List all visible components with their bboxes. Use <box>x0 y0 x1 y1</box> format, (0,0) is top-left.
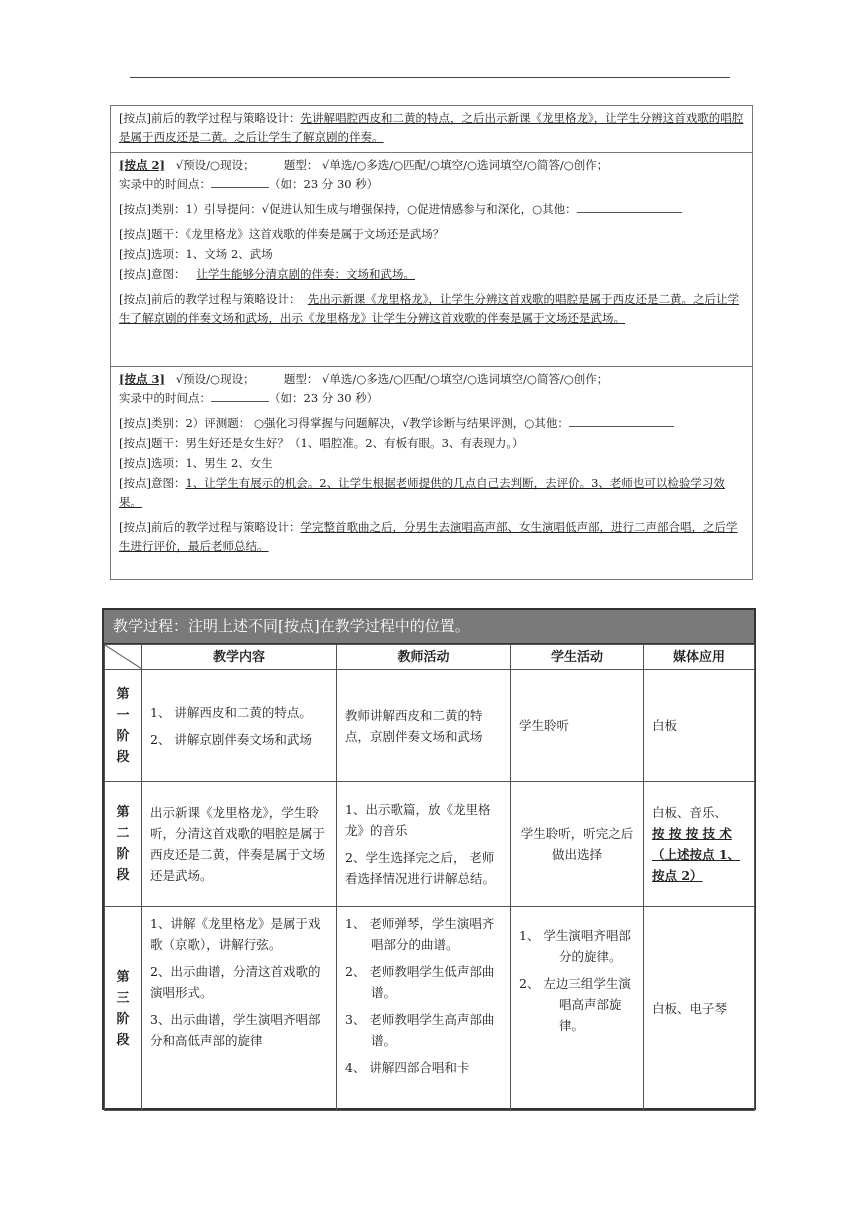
list-item: 1、 学生演唱齐唱部分的旋律。 <box>519 928 631 964</box>
stage1-name: 第 一 阶 段 <box>105 670 142 782</box>
list-item: 2、学生选择完之后， 老师看选择情况进行讲解总结。 <box>345 850 496 886</box>
stage3-content <box>142 907 337 1111</box>
stage3-student <box>511 907 644 1111</box>
point-link[interactable]: 按 按 按 技 术（上述按点 1、按点 2） <box>652 826 741 883</box>
other-blank <box>577 200 682 213</box>
column-header-row <box>105 645 755 670</box>
process-grid <box>104 644 755 1111</box>
point3-types: √单选/○多选/○匹配/○填空/○选词填空/○简答/○创作； <box>322 372 609 386</box>
list-item: 3、出示曲谱，学生演唱齐唱部分和高低声部的旋律 <box>150 1012 321 1048</box>
col-student: 学生活动 <box>511 645 644 670</box>
point2-category: [按点]类别：1）引导提问：√促进认知生成与增强保持，○促进情感参与和深化，○其他： <box>119 200 744 219</box>
point2-time: 实录中的时间点： （如：23 分 30 秒） <box>119 177 379 191</box>
stage3-name: 第 三 阶 段 <box>105 907 142 1111</box>
diagonal-corner-cell <box>105 645 142 670</box>
stage3-row <box>105 907 755 1111</box>
point3-strategy: [按点]前后的教学过程与策略设计：学完整首歌曲之后，分男生去演唱高声部、女生演唱低声部，进行二声部合唱，之后学生进行评价，最后老师总结。 <box>119 520 738 553</box>
point2-header <box>119 156 744 175</box>
point3-time: 实录中的时间点： （如：23 分 30 秒） <box>119 391 379 405</box>
stage2-media: 白板、音乐、 按 按 按 技 术（上述按点 1、按点 2） <box>644 782 755 907</box>
stage3-teacher <box>337 907 511 1111</box>
teaching-process-table <box>102 608 756 1110</box>
list-item: 1、 老师弹琴，学生演唱齐唱部分的曲谱。 <box>345 916 495 952</box>
other-blank <box>569 414 674 427</box>
point1-strategy-box <box>110 105 753 153</box>
stage2-student: 学生聆听，听完之后做出选择 <box>511 782 644 907</box>
col-content: 教学内容 <box>142 645 337 670</box>
stage2-row <box>105 782 755 907</box>
stage1-content <box>142 670 337 782</box>
stage2-content: 出示新课《龙里格龙》，学生聆听，分清这首戏歌的唱腔是属于西皮还是二黄，伴奏是属于文场还是武场。 <box>142 782 337 907</box>
point2-strategy: [按点]前后的教学过程与策略设计： 先出示新课《龙里格龙》，让学生分辨这首戏歌的唱腔是属于西皮还是二黄。之后让学生了解京剧的伴奏文场和武场，出示《龙里格龙》让学生分辨这首戏歌的伴奏是属于文场还是武场。 <box>119 292 740 325</box>
point2-box <box>110 153 753 367</box>
point3-title: [按点 3] <box>119 372 165 386</box>
point1-strategy: [按点]前后的教学过程与策略设计：先讲解唱腔西皮和二黄的特点，之后出示新课《龙里格龙》，让学生分辨这首戏歌的唱腔是属于西皮还是二黄。之后让学生了解京剧的伴奏。 <box>119 111 744 144</box>
stage1-teacher: 教师讲解西皮和二黄的特点，京剧伴奏文场和武场 <box>337 670 511 782</box>
point3-stem: [按点]题干：男生好还是女生好？（1、唱腔准。2、有板有眼。3、有表现力。） <box>119 436 524 450</box>
time-blank <box>211 175 269 188</box>
stage2-teacher <box>337 782 511 907</box>
point3-box <box>110 367 753 580</box>
point3-options: [按点]选项：1、男生 2、女生 <box>119 456 273 470</box>
stage2-name: 第 二 阶 段 <box>105 782 142 907</box>
point3-intent: [按点]意图：1、让学生有展示的机会。2、让学生根据老师提供的几点自己去判断，去评价。3、老师也可以检验学习效果。 <box>119 476 725 509</box>
col-media: 媒体应用 <box>644 645 755 670</box>
point2-stem: [按点]题干：《龙里格龙》这首戏歌的伴奏是属于文场还是武场？ <box>119 227 445 241</box>
point3-mode: √预设/○现设； <box>175 372 255 386</box>
list-item: 3、 老师教唱学生高声部曲谱。 <box>345 1012 495 1048</box>
list-item: 2、 讲解京剧伴奏文场和武场 <box>150 731 312 747</box>
point2-title: [按点 2] <box>119 158 165 172</box>
point2-types: √单选/○多选/○匹配/○填空/○选词填空/○简答/○创作； <box>322 158 609 172</box>
list-item: 4、 讲解四部合唱和卡 <box>345 1060 470 1075</box>
point2-mode: √预设/○现设； <box>175 158 255 172</box>
point2-type-label: 题型： <box>283 158 319 172</box>
col-teacher: 教师活动 <box>337 645 511 670</box>
stage3-media: 白板、电子琴 <box>644 907 755 1111</box>
point3-type-label: 题型： <box>283 372 319 386</box>
diagonal-line <box>105 645 142 669</box>
stage1-media: 白板 <box>644 670 755 782</box>
list-item: 2、 左边三组学生演唱高声部旋律。 <box>519 976 631 1033</box>
process-header: 教学过程：注明上述不同[按点]在教学过程中的位置。 <box>104 610 754 644</box>
point2-intent: [按点]意图： 让学生能够分清京剧的伴奏：文场和武场。 <box>119 267 415 281</box>
header-rule <box>130 77 730 78</box>
list-item: 1、 讲解西皮和二黄的特点。 <box>150 704 312 720</box>
point2-options: [按点]选项：1、文场 2、武场 <box>119 247 273 261</box>
time-blank <box>211 389 269 402</box>
stage1-student: 学生聆听 <box>511 670 644 782</box>
list-item: 1、出示歌篇，放《龙里格龙》的音乐 <box>345 802 491 838</box>
list-item: 2、 老师教唱学生低声部曲谱。 <box>345 964 495 1000</box>
point3-header <box>119 370 744 389</box>
list-item: 1、讲解《龙里格龙》是属于戏歌（京歌），讲解行弦。 <box>150 916 321 952</box>
stage1-row <box>105 670 755 782</box>
point3-category: [按点]类别：2）评测题： ○强化习得掌握与问题解决，√教学诊断与结果评测，○其他： <box>119 414 744 433</box>
list-item: 2、出示曲谱，分清这首戏歌的演唱形式。 <box>150 964 321 1000</box>
